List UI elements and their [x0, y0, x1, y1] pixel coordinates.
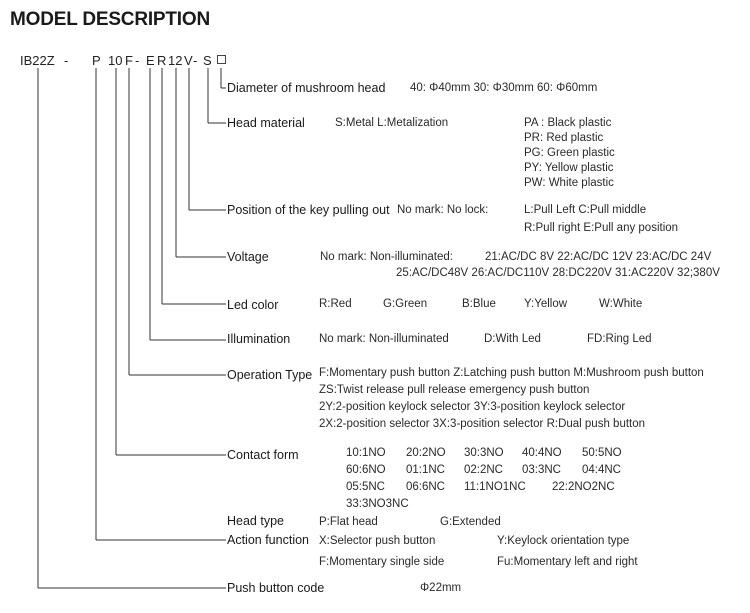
label-operation-type: Operation Type — [227, 368, 313, 382]
code-action: P — [92, 53, 101, 68]
contact-option: 01:1NC — [406, 464, 445, 476]
label-illumination: Illumination — [227, 332, 291, 346]
action-option: F:Momentary single side — [319, 556, 445, 568]
contact-option: 11:1NO1NC — [464, 481, 526, 493]
action-option: Fu:Momentary left and right — [497, 556, 638, 568]
code-led: R — [157, 53, 167, 68]
label-contact-form: Contact form — [227, 448, 299, 462]
operation-line: ZS:Twist release pull release emergency push button — [319, 384, 590, 396]
key-position-options: R:Pull right E:Pull any position — [524, 222, 679, 234]
plastic-option: PA : Black plastic — [524, 117, 612, 129]
contact-option: 05:5NC — [346, 481, 385, 493]
contact-option: 50:5NO — [582, 447, 622, 459]
connector-illumination — [150, 68, 226, 340]
label-led-color: Led color — [227, 298, 279, 312]
code-op-type: F — [125, 53, 133, 68]
code-key: V — [184, 53, 193, 68]
contact-option: 22:2NO2NC — [552, 481, 615, 493]
contact-option: 60:6NO — [346, 464, 386, 476]
connector-push-button-code — [38, 68, 226, 588]
diameter-options: 40: Φ40mm 30: Φ30mm 60: Φ60mm — [410, 82, 598, 94]
label-head-type: Head type — [227, 514, 284, 528]
contact-option: 33:3NO3NC — [346, 498, 409, 510]
page-title: MODEL DESCRIPTION — [10, 9, 210, 30]
voltage-nomark: No mark: Non-illuminated: — [320, 251, 453, 263]
contact-option: 10:1NO — [346, 447, 386, 459]
illumination-option: No mark: Non-illuminated — [319, 333, 449, 345]
connector-contact-form — [116, 68, 226, 455]
head-material-options: S:Metal L:Metalization — [335, 117, 449, 129]
connector-head-material — [208, 68, 226, 123]
plastic-option: PW: White plastic — [524, 177, 614, 189]
led-option: Y:Yellow — [524, 298, 568, 310]
action-option: Y:Keylock orientation type — [497, 535, 630, 547]
contact-option: 02:2NC — [464, 464, 503, 476]
connector-diameter — [221, 68, 226, 88]
contact-option: 40:4NO — [522, 447, 562, 459]
plastic-option: PR: Red plastic — [524, 132, 604, 144]
code-dash: - — [193, 53, 198, 68]
illumination-option: D:With Led — [484, 333, 541, 345]
led-option: W:White — [599, 298, 643, 310]
code-diameter-box — [217, 55, 226, 64]
label-key-position: Position of the key pulling out — [227, 203, 390, 217]
plastic-option: PY: Yellow plastic — [524, 162, 614, 174]
action-option: X:Selector push button — [319, 535, 436, 547]
voltage-options: 25:AC/DC48V 26:AC/DC110V 28:DC220V 31:AC220V 32;380V — [396, 267, 720, 279]
label-diameter: Diameter of mushroom head — [227, 81, 386, 95]
plastic-option: PG: Green plastic — [524, 147, 615, 159]
led-option: G:Green — [383, 298, 428, 310]
head-type-option: G:Extended — [440, 516, 501, 528]
contact-option: 20:2NO — [406, 447, 446, 459]
code-dash: - — [64, 53, 69, 68]
led-option: B:Blue — [462, 298, 496, 310]
code-illum: E — [146, 53, 155, 68]
operation-line: F:Momentary push button Z:Latching push button M:Mushroom push button — [319, 367, 704, 379]
contact-option: 30:3NO — [464, 447, 504, 459]
connector-led-color — [162, 68, 226, 304]
connector-voltage — [176, 68, 226, 257]
code-series: IB22Z — [20, 53, 55, 68]
operation-line: 2X:2-position selector 3X:3-position selector R:Dual push button — [319, 418, 646, 430]
operation-line: 2Y:2-position keylock selector 3Y:3-position keylock selector — [319, 401, 626, 413]
push-button-code-value: Φ22mm — [420, 582, 462, 594]
voltage-options: 21:AC/DC 8V 22:AC/DC 12V 23:AC/DC 24V — [485, 251, 712, 263]
led-option: R:Red — [319, 298, 352, 310]
label-push-button-code: Push button code — [227, 581, 325, 595]
key-position-nomark: No mark: No lock: — [397, 204, 489, 216]
code-head: S — [203, 53, 212, 68]
code-contact: 10 — [108, 53, 123, 68]
head-type-option: P:Flat head — [319, 516, 378, 528]
label-head-material: Head material — [227, 116, 305, 130]
code-dash: - — [135, 53, 140, 68]
connector-operation-type — [129, 68, 226, 375]
label-action-function: Action function — [227, 533, 309, 547]
contact-option: 06:6NC — [406, 481, 445, 493]
illumination-option: FD:Ring Led — [587, 333, 652, 345]
key-position-options: L:Pull Left C:Pull middle — [524, 204, 647, 216]
contact-option: 03:3NC — [522, 464, 561, 476]
code-voltage: 12 — [168, 53, 183, 68]
label-voltage: Voltage — [227, 250, 269, 264]
contact-option: 04:4NC — [582, 464, 621, 476]
